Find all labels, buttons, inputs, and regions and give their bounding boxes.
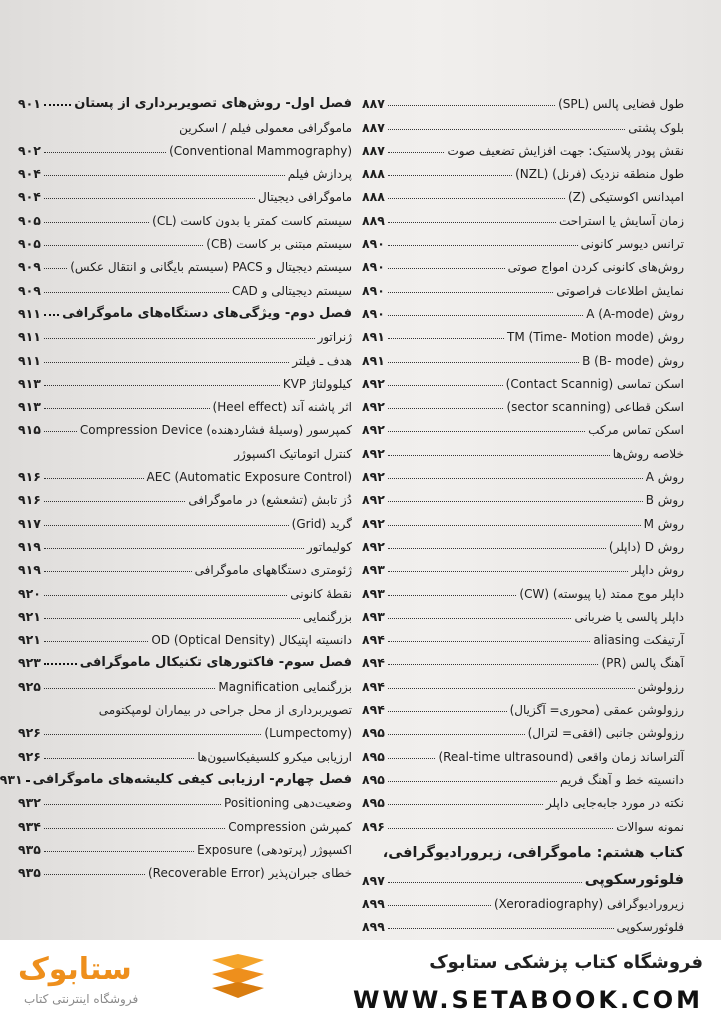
entry-title: نمایش اطلاعات فراصوتی	[556, 283, 684, 298]
entry-title: آهنگ پالس (PR)	[601, 656, 684, 671]
toc-entry[interactable]	[18, 461, 352, 484]
dot-leader	[388, 928, 614, 929]
toc-entry[interactable]	[362, 601, 684, 624]
page-number: ۹۰۹	[18, 259, 41, 275]
entry-title: روش‌های کانونی کردن امواج صوتی	[507, 260, 684, 275]
entry-title: دانسیته خط و آهنگ فریم	[560, 772, 684, 787]
toc-entry[interactable]	[362, 391, 684, 414]
toc-entry[interactable]	[18, 554, 352, 577]
toc-entry[interactable]	[18, 857, 352, 880]
toc-entry[interactable]	[18, 601, 352, 624]
entry-title: AEC (Automatic Exposure Control)	[146, 470, 352, 485]
dot-leader	[388, 385, 503, 386]
dot-leader	[388, 525, 641, 526]
page-number: ۸۹۴	[362, 702, 385, 718]
page-number: ۸۹۲	[362, 538, 385, 554]
toc-entry[interactable]	[362, 484, 684, 507]
book-stack-icon	[208, 952, 268, 1010]
dot-leader	[44, 222, 149, 223]
toc-entry[interactable]	[18, 368, 352, 391]
toc-entry[interactable]	[362, 298, 684, 321]
entry-title: زیرورادیوگرافی (Xeroradiography)	[493, 896, 684, 911]
dot-leader	[388, 595, 517, 596]
dot-leader	[44, 478, 144, 479]
page-number: ۸۹۰	[362, 305, 385, 321]
entry-title: ژنراتور	[317, 330, 352, 345]
entry-title: طول منطقه نزدیک (فرنل) (NZL)	[515, 167, 684, 182]
dot-leader	[44, 362, 289, 363]
brand-tagline: فروشگاه اینترنتی کتاب	[24, 992, 139, 1006]
dot-leader	[44, 314, 59, 316]
dot-leader	[388, 245, 578, 246]
dot-leader	[44, 268, 67, 269]
toc-entry[interactable]	[362, 624, 684, 647]
page-number: ۹۱۳	[18, 399, 41, 415]
entry-title: فصل دوم- ویژگی‌های دستگاه‌های ماموگرافی	[62, 305, 352, 321]
chapter-heading[interactable]	[362, 834, 684, 861]
entry-title: ترانس دیوسر کانونی	[580, 237, 684, 252]
entry-title: کنترل اتوماتیک اکسپوژر	[234, 446, 352, 461]
toc-entry[interactable]	[18, 531, 352, 554]
page-number: ۸۹۵	[362, 771, 385, 787]
dot-leader	[44, 198, 255, 199]
dot-leader	[388, 641, 591, 642]
dot-leader	[388, 338, 504, 339]
dot-leader	[388, 501, 643, 502]
shop-name: فروشگاه کتاب پزشکی ستابوک	[429, 952, 703, 973]
dot-leader	[388, 781, 557, 782]
dot-leader	[388, 571, 628, 572]
dot-leader	[388, 175, 512, 176]
dot-leader	[44, 804, 221, 805]
dot-leader	[44, 104, 71, 106]
setabook-logo[interactable]	[18, 952, 268, 1014]
page-number: ۸۸۷	[362, 119, 385, 135]
page-number: ۸۸۸	[362, 166, 385, 182]
toc-entry[interactable]	[362, 888, 684, 911]
dot-leader	[44, 828, 225, 829]
page-number: ۸۹۲	[362, 515, 385, 531]
dot-leader	[388, 688, 635, 689]
dot-leader	[44, 338, 315, 339]
dot-leader	[44, 595, 287, 596]
dot-leader	[388, 804, 543, 805]
entry-title: رزولوشن عمقی (محوری= آگزیال)	[509, 703, 684, 718]
store-url[interactable]: WWW.SETABOOK.COM	[352, 986, 703, 1014]
toc-entry[interactable]	[362, 135, 684, 158]
toc-entry[interactable]	[362, 88, 684, 111]
dot-leader	[388, 129, 625, 130]
dot-leader	[388, 664, 599, 665]
entry-title: رزولوشن	[637, 679, 684, 694]
dot-leader	[44, 408, 210, 409]
page-number: ۸۹۴	[362, 632, 385, 648]
entry-title: آرتیفکت aliasing	[593, 633, 684, 648]
page-number: ۹۱۶	[18, 469, 41, 485]
page-number: ۸۹۱	[362, 352, 385, 368]
dot-leader	[44, 758, 194, 759]
toc-entry[interactable]	[362, 911, 684, 934]
page-number: ۹۳۴	[18, 818, 41, 834]
entry-title: هدف ـ فیلتر	[292, 353, 352, 368]
page-number: ۹۱۷	[18, 515, 41, 531]
toc-entry[interactable]	[18, 391, 352, 414]
page-number: ۸۹۴	[362, 655, 385, 671]
dot-leader	[388, 105, 555, 106]
dot-leader	[388, 758, 436, 759]
entry-title: فصل سوم- فاکتورهای تکنیکال ماموگرافی	[79, 655, 352, 671]
entry-title: کتاب هشتم: ماموگرافی، زیرورادیوگرافی،	[382, 844, 684, 861]
entry-title: امپدانس اکوستیکی (Z)	[567, 190, 684, 205]
entry-title: نمونه سوالات	[616, 819, 684, 834]
dot-leader	[388, 548, 606, 549]
entry-title: روش TM (Time- Motion mode)	[507, 330, 684, 345]
toc-entry[interactable]	[362, 717, 684, 740]
toc-entry[interactable]	[362, 204, 684, 227]
entry-title: روش M	[643, 516, 684, 531]
page-number: ۸۹۷	[362, 872, 385, 888]
dot-leader	[44, 571, 192, 572]
toc-entry[interactable]	[18, 670, 352, 693]
entry-title: پردازش فیلم	[287, 167, 352, 182]
entry-title: دُز تابش (تشعشع) در ماموگرافی	[188, 493, 352, 508]
page-number: ۹۱۹	[18, 538, 41, 554]
dot-leader	[388, 152, 445, 153]
entry-title: فصل اول- روش‌های تصویربرداری از پستان	[74, 96, 352, 112]
entry-title: اکسپوژر (پرتودهی) Exposure	[197, 842, 352, 857]
toc-entry[interactable]	[362, 810, 684, 833]
page-number: ۸۹۳	[362, 608, 385, 624]
entry-title: بزرگنمایی Magnification	[218, 679, 352, 694]
page-number: ۹۲۶	[18, 748, 41, 764]
entry-title: کولیماتور	[306, 539, 352, 554]
dot-leader	[44, 734, 262, 735]
chapter-heading[interactable]	[18, 647, 352, 670]
brand-name: ستابوک	[18, 952, 132, 987]
page-number: ۹۲۵	[18, 678, 41, 694]
dot-leader	[44, 175, 285, 176]
page-number: ۹۰۲	[18, 142, 41, 158]
toc-entry[interactable]	[362, 740, 684, 763]
entry-title: وضعیت‌دهی Positioning	[224, 796, 352, 811]
toc-entry[interactable]	[18, 158, 352, 181]
page-number: ۸۹۳	[362, 562, 385, 578]
toc-entry[interactable]	[362, 647, 684, 670]
toc-entry[interactable]	[362, 554, 684, 577]
page-number: ۸۹۵	[362, 748, 385, 764]
dot-leader	[44, 431, 77, 432]
entry-title: اسکن قطاعی (sector scanning)	[506, 400, 684, 415]
entry-title: کمپرشن Compression	[228, 819, 352, 834]
dot-leader	[388, 905, 491, 906]
entry-title: روش D (داپلر)	[608, 539, 684, 554]
toc-entry[interactable]	[18, 111, 352, 134]
toc-entry[interactable]	[362, 181, 684, 204]
page-number: ۹۳۵	[18, 865, 41, 881]
entry-title: خلاصه روش‌ها	[612, 446, 684, 461]
page-number: ۸۹۰	[362, 236, 385, 252]
toc-entry[interactable]	[18, 344, 352, 367]
page-number: ۹۰۴	[18, 166, 41, 182]
toc-entry[interactable]	[362, 414, 684, 437]
toc-entry[interactable]	[18, 251, 352, 274]
entry-title: بزرگنمایی	[302, 609, 352, 624]
toc-entry[interactable]	[18, 204, 352, 227]
entry-title: نکته در مورد جابه‌جایی داپلر	[545, 796, 684, 811]
page-number: ۸۹۵	[362, 795, 385, 811]
entry-title: روش A (A-mode)	[586, 306, 684, 321]
entry-title: روش داپلر	[631, 563, 684, 578]
toc-entry[interactable]	[18, 181, 352, 204]
entry-title: سیستم دیجیتالی و CAD	[231, 283, 352, 298]
entry-title: (Conventional Mammography)	[169, 143, 352, 158]
page-number: ۹۱۳	[18, 375, 41, 391]
toc-entry[interactable]	[362, 274, 684, 297]
page-number: ۸۸۷	[362, 96, 385, 112]
toc-entry[interactable]	[362, 694, 684, 717]
dot-leader	[44, 641, 148, 642]
dot-leader	[44, 245, 203, 246]
chapter-heading[interactable]	[18, 88, 352, 111]
dot-leader	[44, 501, 186, 502]
page-number: ۸۹۲	[362, 422, 385, 438]
toc-entry[interactable]	[362, 577, 684, 600]
entry-title: آلتراساند زمان واقعی (Real-time ultrasound)	[438, 749, 684, 764]
dot-leader	[44, 618, 300, 619]
entry-title: فصل چهارم- ارزیابی کیفی کلیشه‌های ماموگرافی	[32, 771, 352, 787]
toc-entry[interactable]	[362, 251, 684, 274]
page-number: ۸۸۹	[362, 212, 385, 228]
entry-title: فلوئورسکوپی	[616, 920, 684, 935]
entry-title: نقطهٔ کانونی	[290, 586, 352, 601]
entry-title: اثر پاشنه آند (Heel effect)	[212, 400, 352, 415]
dot-leader	[44, 688, 216, 689]
toc-entry[interactable]	[18, 484, 352, 507]
toc-entry[interactable]	[362, 507, 684, 530]
dot-leader	[388, 618, 572, 619]
dot-leader	[388, 362, 579, 363]
entry-title: نقش پودر پلاستیک: جهت افزایش تضعیف صوت	[447, 143, 684, 158]
page-number: ۹۲۰	[18, 585, 41, 601]
page-number: ۹۱۱	[18, 352, 41, 368]
entry-title: سیستم دیجیتال و PACS (سیستم بایگانی و انتقال عکس)	[70, 260, 352, 275]
entry-title: روش B	[645, 493, 684, 508]
page-number: ۹۰۹	[18, 282, 41, 298]
entry-title: گرید (Grid)	[291, 516, 352, 531]
dot-leader	[388, 711, 507, 712]
page-number: ۹۰۵	[18, 236, 41, 252]
toc-entry[interactable]	[362, 461, 684, 484]
page-number: ۸۹۹	[362, 919, 385, 935]
page-number: ۹۱۵	[18, 422, 41, 438]
toc-entry[interactable]	[18, 694, 352, 717]
entry-title: روش B (B- mode)	[582, 353, 684, 368]
toc-entry[interactable]	[18, 135, 352, 158]
toc-entry[interactable]	[362, 111, 684, 134]
page-number: ۹۳۱	[0, 771, 23, 787]
toc-entry[interactable]	[362, 437, 684, 460]
entry-title: خطای جبران‌پذیر (Recoverable Error)	[147, 866, 352, 881]
dot-leader	[44, 663, 77, 665]
toc-entry[interactable]	[18, 228, 352, 251]
page-number: ۸۹۲	[362, 399, 385, 415]
page-number: ۹۰۴	[18, 189, 41, 205]
chapter-heading[interactable]	[0, 764, 352, 787]
toc-entry[interactable]	[362, 158, 684, 181]
dot-leader	[388, 268, 505, 269]
entry-title: کیلوولتاژ KVP	[282, 376, 352, 391]
dot-leader	[388, 198, 565, 199]
entry-title: کمپرسور (وسیلهٔ فشاردهنده) Compression Device	[79, 423, 352, 438]
toc-entry[interactable]	[18, 274, 352, 297]
dot-leader	[388, 431, 585, 432]
toc-entry[interactable]	[362, 531, 684, 554]
page-number: ۸۹۶	[362, 818, 385, 834]
entry-title: ماموگرافی معمولی فیلم / اسکرین	[179, 120, 352, 135]
dot-leader	[388, 408, 504, 409]
entry-title: (Lumpectomy)	[264, 726, 352, 741]
toc-entry[interactable]	[18, 507, 352, 530]
store-footer	[0, 940, 721, 1024]
dot-leader	[388, 292, 553, 293]
entry-title: سیستم مبتنی بر کاست (CB)	[206, 237, 352, 252]
dot-leader	[44, 152, 166, 153]
page-number: ۹۱۹	[18, 562, 41, 578]
entry-title: فلوئورسکوپی	[584, 871, 684, 888]
dot-leader	[44, 292, 229, 293]
page-number: ۸۹۴	[362, 678, 385, 694]
dot-leader	[388, 222, 556, 223]
toc-entry[interactable]	[362, 368, 684, 391]
toc-entry[interactable]	[362, 670, 684, 693]
toc-entry[interactable]	[362, 787, 684, 810]
toc-entry[interactable]	[362, 228, 684, 251]
page-number: ۸۹۰	[362, 259, 385, 275]
dot-leader	[44, 548, 304, 549]
entry-title: تصویربرداری از محل جراحی در بیماران لومپکتومی	[98, 703, 352, 718]
page-number: ۹۰۱	[18, 96, 41, 112]
entry-title: زمان آسایش یا استراحت	[559, 213, 684, 228]
toc-entry[interactable]	[362, 321, 684, 344]
dot-leader	[44, 385, 280, 386]
dot-leader	[388, 455, 610, 456]
dot-leader	[388, 734, 525, 735]
toc-entry[interactable]	[18, 787, 352, 810]
toc-entry[interactable]	[18, 321, 352, 344]
page-number: ۸۹۳	[362, 585, 385, 601]
entry-title: داپلر موج ممتد (یا پیوسته) (CW)	[519, 586, 684, 601]
page-number: ۹۳۲	[18, 795, 41, 811]
page-number: ۸۹۲	[362, 469, 385, 485]
page-number: ۸۸۸	[362, 189, 385, 205]
toc-entry[interactable]	[18, 624, 352, 647]
dot-leader	[44, 851, 194, 852]
toc-entry[interactable]	[18, 740, 352, 763]
toc-entry[interactable]	[18, 717, 352, 740]
page-number: ۸۹۹	[362, 895, 385, 911]
dot-leader	[388, 478, 643, 479]
entry-title: بلوک پشتی	[628, 120, 684, 135]
page-number: ۸۸۷	[362, 142, 385, 158]
page-number: ۸۹۵	[362, 725, 385, 741]
toc-right-column	[362, 88, 684, 934]
page-number: ۹۰۵	[18, 212, 41, 228]
page-number: ۸۹۰	[362, 282, 385, 298]
page-number: ۹۱۶	[18, 492, 41, 508]
chapter-heading[interactable]	[18, 298, 352, 321]
toc-entry[interactable]	[18, 810, 352, 833]
page-number: ۸۹۱	[362, 329, 385, 345]
entry-title: اسکن تماس مرکب	[588, 423, 684, 438]
entry-title: ماموگرافی دیجیتال	[258, 190, 352, 205]
page-number: ۹۲۱	[18, 632, 41, 648]
dot-leader	[44, 874, 145, 875]
toc-entry[interactable]	[362, 344, 684, 367]
page-number: ۹۱۱	[18, 329, 41, 345]
page-number: ۹۲۳	[18, 655, 41, 671]
toc-entry[interactable]	[362, 764, 684, 787]
entry-title: روش A	[645, 470, 684, 485]
page-number: ۹۲۶	[18, 725, 41, 741]
entry-title: سیستم کاست کمتر یا بدون کاست (CL)	[152, 213, 352, 228]
toc-entry[interactable]	[18, 414, 352, 437]
dot-leader	[388, 315, 583, 316]
entry-title: ژئومتری دستگاههای ماموگرافی	[194, 563, 352, 578]
page-number: ۸۹۲	[362, 445, 385, 461]
toc-entry[interactable]	[18, 577, 352, 600]
dot-leader	[388, 828, 613, 829]
entry-title: دانسیته اپتیکال OD (Optical Density)	[151, 633, 352, 648]
entry-title: داپلر پالسی یا ضربانی	[574, 609, 684, 624]
page-number: ۸۹۲	[362, 492, 385, 508]
toc-entry[interactable]	[18, 834, 352, 857]
page-number: ۹۲۱	[18, 608, 41, 624]
toc-left-column	[0, 88, 352, 881]
toc-entry[interactable]	[18, 437, 352, 460]
dot-leader	[26, 780, 30, 782]
entry-title: طول فضایی پالس (SPL)	[558, 97, 684, 112]
page-number: ۹۳۵	[18, 841, 41, 857]
page-number: ۹۱۱	[18, 305, 41, 321]
entry-title: رزولوشن جانبی (افقی= لترال)	[527, 726, 684, 741]
entry-title: اسکن تماسی (Contact Scannig)	[505, 376, 684, 391]
chapter-heading[interactable]	[362, 861, 684, 888]
page-number: ۸۹۲	[362, 375, 385, 391]
dot-leader	[44, 525, 289, 526]
dot-leader	[388, 882, 582, 883]
entry-title: ارزیابی میکرو کلسیفیکاسیون‌ها	[197, 749, 352, 764]
